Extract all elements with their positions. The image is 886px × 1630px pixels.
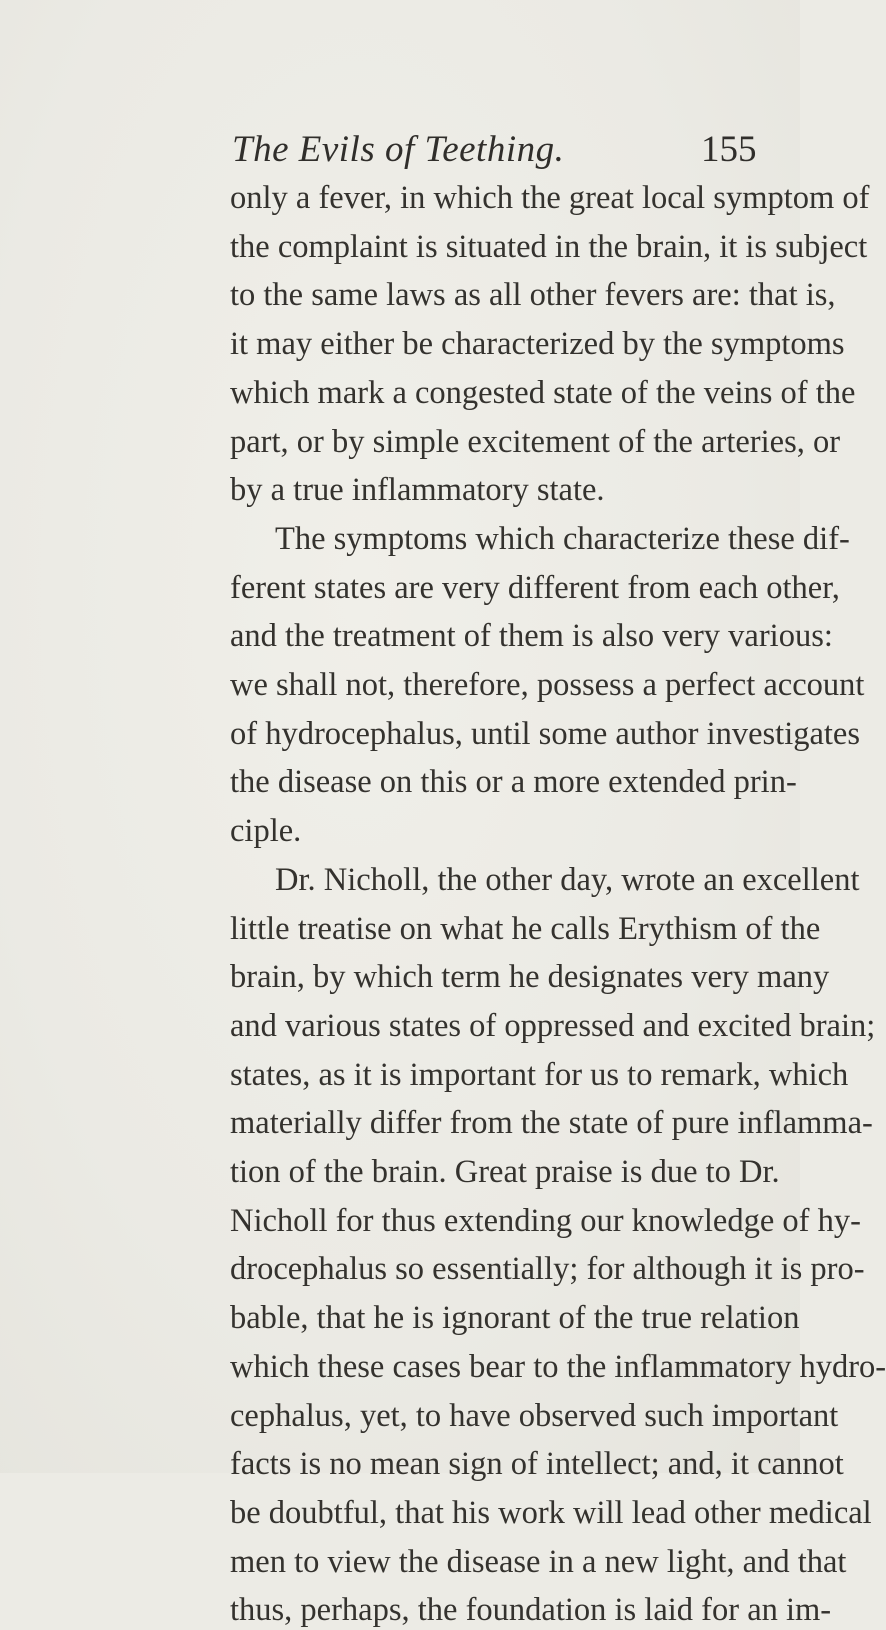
text-line: ferent states are very different from each other, (230, 569, 840, 606)
text-line: of hydrocephalus, until some author investigates (230, 715, 861, 752)
text-line: only a fever, in which the great local symptom of (230, 180, 870, 216)
text-line: brain, by which term he designates very many (230, 959, 830, 996)
text-line: cephalus, yet, to have observed such important (230, 1397, 839, 1434)
text-line: states, as it is important for us to remark, which (230, 1056, 849, 1093)
text-line: by a true inflammatory state. (230, 472, 605, 509)
text-line: the complaint is situated in the brain, it is subject (230, 228, 868, 265)
text-line: which these cases bear to the inflammatory hydro- (230, 1348, 886, 1385)
text-line: Nicholl for thus extending our knowledge of hy- (230, 1202, 861, 1239)
text-line: the disease on this or a more extended prin- (230, 764, 797, 801)
running-title: The Evils of Teething. (232, 129, 565, 170)
text-line: bable, that he is ignorant of the true relation (230, 1300, 800, 1337)
text-line: we shall not, therefore, possess a perfect account (230, 667, 865, 703)
text-line: part, or by simple excitement of the arteries, or (230, 423, 841, 460)
text-line: facts is no mean sign of intellect; and, it cannot (230, 1446, 844, 1483)
text-line: be doubtful, that his work will lead other medical (230, 1494, 872, 1531)
text-line: which mark a congested state of the veins of the (230, 374, 856, 411)
text-line: to the same laws as all other fevers are: that is, (230, 277, 836, 314)
text-line: and various states of oppressed and excited brain; (230, 1007, 876, 1044)
text-line: drocephalus so essentially; for although it is pro- (230, 1251, 865, 1288)
text-line: and the treatment of them is also very various: (230, 618, 833, 655)
text-line: it may either be characterized by the symptoms (230, 326, 845, 363)
text-line: little treatise on what he calls Erythism of the (230, 910, 821, 947)
text-line: Dr. Nicholl, the other day, wrote an excellent (275, 861, 860, 898)
text-line: materially differ from the state of pure inflamma- (230, 1105, 873, 1142)
page-header (0, 128, 800, 178)
page-number: 155 (701, 129, 757, 170)
text-line: ciple. (230, 813, 302, 850)
text-line: thus, perhaps, the foundation is laid for an im- (230, 1592, 832, 1629)
text-line: The symptoms which characterize these dif- (275, 520, 850, 557)
text-line: men to view the disease in a new light, and that (230, 1543, 847, 1580)
text-line: tion of the brain. Great praise is due to Dr. (230, 1154, 780, 1190)
